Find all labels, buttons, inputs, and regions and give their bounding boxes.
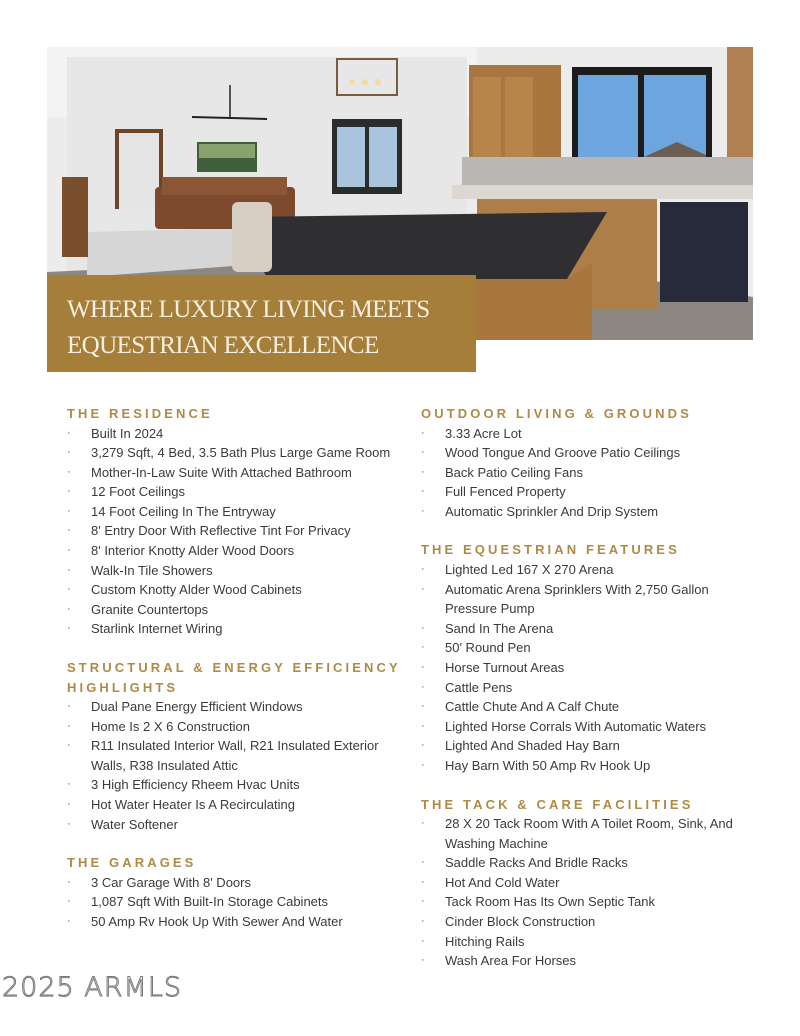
list-item: [421, 658, 761, 678]
list-item: [67, 736, 407, 775]
right-column: [421, 404, 761, 990]
list-item-text: Built In 2024: [91, 425, 164, 441]
list-item-text: Hot Water Heater Is A Recirculating: [91, 797, 295, 812]
section-structural-and-energy-efficiency-highlights: [67, 658, 407, 834]
list-item: [67, 424, 407, 444]
bullet-icon: ·: [421, 426, 425, 439]
bullet-icon: ·: [67, 446, 71, 459]
bullet-icon: ·: [421, 934, 425, 947]
feature-list: [421, 814, 761, 971]
list-item-text: Water Softener: [91, 816, 178, 832]
feature-list: [421, 560, 761, 776]
list-item-text: Hot And Cold Water: [445, 874, 560, 890]
list-item-text: Sand In The Arena: [445, 620, 554, 636]
bullet-icon: ·: [421, 817, 425, 829]
list-item-text: Cattle Chute And A Calf Chute: [445, 699, 620, 715]
list-item: [67, 912, 407, 932]
list-item: [421, 892, 761, 912]
bullet-icon: ·: [421, 700, 425, 713]
section-title: THE EQUESTRIAN FEATURES: [421, 542, 680, 558]
list-item: [421, 756, 761, 776]
list-item-text: Cattle Pens: [445, 679, 513, 695]
list-item-text: Hay Barn With 50 Amp Rv Hook Up: [445, 757, 651, 773]
list-item: [421, 463, 761, 483]
list-item-text: Lighted Led 167 X 270 Arena: [445, 561, 614, 577]
bullet-icon: ·: [421, 582, 425, 595]
list-item: [421, 678, 761, 698]
bullet-icon: ·: [67, 895, 71, 908]
list-item: [67, 775, 407, 795]
list-item-text: Automatic Arena Sprinklers With 2,750 Gallon Pressure Pump: [445, 581, 709, 617]
list-item-text: 3 High Efficiency Rheem Hvac Units: [91, 777, 300, 793]
list-item-text: Saddle Racks And Bridle Racks: [445, 855, 628, 871]
list-item: [67, 541, 407, 561]
section-the-tack-and-care-facilities: [421, 795, 761, 971]
list-item-text: 3,279 Sqft, 4 Bed, 3.5 Bath Plus Large Game Room: [91, 445, 391, 461]
bullet-icon: ·: [67, 700, 71, 713]
feature-list: [67, 424, 407, 640]
bullet-icon: ·: [67, 602, 71, 615]
list-item-text: Wash Area For Horses: [445, 953, 577, 969]
list-item: [421, 814, 761, 853]
section-title: THE GARAGES: [67, 855, 197, 871]
bullet-icon: ·: [67, 914, 71, 927]
list-item: [67, 795, 407, 815]
section-title: THE TACK & CARE FACILITIES: [421, 796, 694, 812]
bullet-icon: ·: [67, 739, 71, 752]
bullet-icon: ·: [67, 524, 71, 537]
section-the-equestrian-features: [421, 540, 761, 775]
list-item-text: Walk-In Tile Showers: [91, 562, 213, 578]
bullet-icon: ·: [67, 798, 71, 810]
list-item-text: 3.33 Acre Lot: [445, 425, 522, 441]
list-item-text: 8' Interior Knotty Alder Wood Doors: [91, 543, 295, 559]
list-item-text: Starlink Internet Wiring: [91, 621, 223, 637]
list-item: [67, 892, 407, 912]
list-item-text: Granite Countertops: [91, 601, 209, 617]
bullet-icon: ·: [67, 544, 71, 557]
section-the-residence: [67, 404, 407, 639]
bullet-icon: ·: [421, 954, 425, 967]
list-item: [421, 502, 761, 522]
section-outdoor-living-and-grounds: [421, 404, 761, 521]
list-item-text: Lighted And Shaded Hay Barn: [445, 738, 620, 754]
list-item: [67, 815, 407, 835]
bullet-icon: ·: [67, 583, 71, 596]
list-item-text: Automatic Sprinkler And Drip System: [445, 503, 659, 519]
bullet-icon: ·: [421, 719, 425, 732]
bullet-icon: ·: [421, 641, 425, 654]
headline-line-1: WHERE LUXURY LIVING MEETS: [67, 296, 430, 323]
list-item: [67, 502, 407, 522]
list-item-text: Horse Turnout Areas: [445, 659, 565, 675]
list-item-text: Home Is 2 X 6 Construction: [91, 718, 250, 734]
list-item-text: Tack Room Has Its Own Septic Tank: [445, 894, 656, 910]
headline-banner: [47, 275, 476, 372]
list-item-text: 14 Foot Ceiling In The Entryway: [91, 503, 276, 519]
section-the-garages: [67, 853, 407, 931]
bullet-icon: ·: [67, 563, 71, 576]
list-item: [421, 932, 761, 952]
list-item: [67, 717, 407, 737]
bullet-icon: ·: [67, 817, 71, 830]
bullet-icon: ·: [67, 426, 71, 439]
list-item-text: Full Fenced Property: [445, 484, 566, 500]
list-item-text: 1,087 Sqft With Built-In Storage Cabinets: [91, 894, 329, 910]
list-item-text: R11 Insulated Interior Wall, R21 Insulated Exterior Walls, R38 Insulated Attic: [91, 738, 379, 773]
list-item: [421, 697, 761, 717]
list-item-text: 50 Amp Rv Hook Up With Sewer And Water: [91, 913, 343, 929]
list-item: [421, 482, 761, 502]
bullet-icon: ·: [421, 875, 425, 888]
list-item-text: 28 X 20 Tack Room With A Toilet Room, Sink, And Washing Machine: [445, 816, 733, 851]
headline-line-2: EQUESTRIAN EXCELLENCE: [67, 332, 379, 359]
list-item: [67, 697, 407, 717]
bullet-icon: ·: [421, 856, 425, 869]
list-item-text: Wood Tongue And Groove Patio Ceilings: [445, 445, 681, 461]
list-item: [421, 580, 761, 619]
list-item: [67, 619, 407, 639]
bullet-icon: ·: [67, 465, 71, 478]
list-item: [67, 482, 407, 502]
list-item-text: Cinder Block Construction: [445, 913, 596, 929]
list-item-text: Lighted Horse Corrals With Automatic Waters: [445, 718, 707, 734]
list-item: [67, 580, 407, 600]
bullet-icon: ·: [421, 621, 425, 634]
list-item: [67, 443, 407, 463]
list-item: [67, 463, 407, 483]
list-item-text: Dual Pane Energy Efficient Windows: [91, 699, 303, 715]
list-item: [421, 873, 761, 893]
bullet-icon: ·: [67, 875, 71, 888]
section-title: THE RESIDENCE: [67, 406, 213, 421]
list-item-text: Back Patio Ceiling Fans: [445, 464, 584, 480]
list-item-text: 3 Car Garage With 8' Doors: [91, 874, 251, 890]
bullet-icon: ·: [421, 758, 425, 771]
section-title: OUTDOOR LIVING & GROUNDS: [421, 406, 692, 421]
list-item: [421, 736, 761, 756]
list-item-text: Mother-In-Law Suite With Attached Bathroom: [91, 464, 352, 480]
list-item: [67, 600, 407, 620]
list-item: [421, 638, 761, 658]
list-item: [421, 619, 761, 639]
list-item-text: Custom Knotty Alder Wood Cabinets: [91, 582, 302, 598]
bullet-icon: ·: [421, 562, 425, 575]
list-item: [421, 424, 761, 444]
bullet-icon: ·: [421, 485, 425, 498]
bullet-icon: ·: [421, 739, 425, 752]
list-item-text: 50' Round Pen: [445, 640, 531, 656]
list-item: [67, 521, 407, 541]
list-item: [67, 561, 407, 581]
list-item: [421, 951, 761, 971]
bullet-icon: ·: [421, 895, 425, 908]
list-item: [421, 853, 761, 873]
list-item: [421, 560, 761, 580]
bullet-icon: ·: [421, 914, 425, 927]
list-item: [67, 873, 407, 893]
bullet-icon: ·: [67, 485, 71, 498]
bullet-icon: ·: [67, 622, 71, 635]
bullet-icon: ·: [421, 660, 425, 673]
list-item-text: 8' Entry Door With Reflective Tint For Privacy: [91, 523, 351, 539]
list-item-text: 12 Foot Ceilings: [91, 484, 185, 500]
feature-list: [67, 873, 407, 932]
copyright-watermark: 2025 ARMLS: [2, 972, 183, 1003]
left-column: [67, 404, 407, 950]
bullet-icon: ·: [421, 504, 425, 517]
feature-list: [421, 424, 761, 522]
bullet-icon: ·: [421, 446, 425, 459]
list-item: [421, 912, 761, 932]
bullet-icon: ·: [67, 719, 71, 732]
list-item: [421, 443, 761, 463]
bullet-icon: ·: [421, 465, 425, 478]
bullet-icon: ·: [67, 504, 71, 517]
list-item: [421, 717, 761, 737]
feature-list: [67, 697, 407, 834]
list-item-text: Hitching Rails: [445, 933, 525, 949]
bullet-icon: ·: [67, 778, 71, 791]
section-title: STRUCTURAL & ENERGY EFFICIENCY HIGHLIGHTS: [67, 660, 401, 695]
bullet-icon: ·: [421, 680, 425, 693]
